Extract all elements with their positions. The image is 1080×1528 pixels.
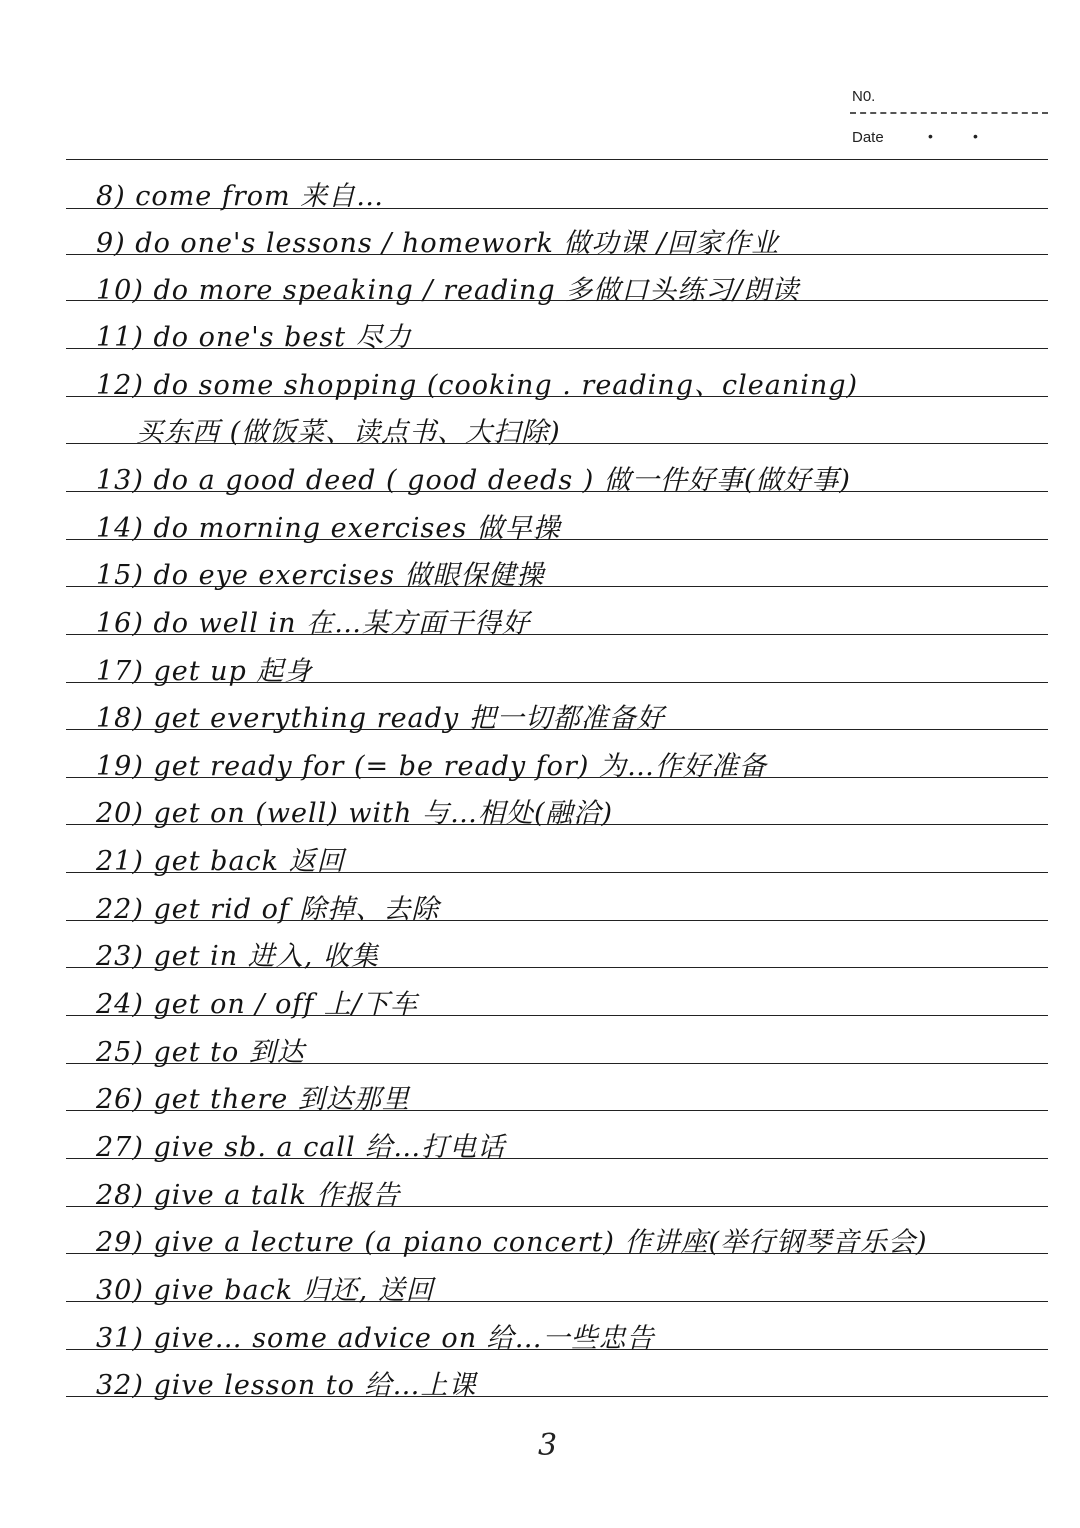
phrase-entry: 25) get to 到达 — [96, 1037, 305, 1068]
phrase-entry: 29) give a lecture (a piano concert) 作讲座(举行钢琴音乐会) — [96, 1227, 928, 1258]
phrase-entry: 28) give a talk 作报告 — [96, 1180, 401, 1211]
phrase-entry: 15) do eye exercises 做眼保健操 — [96, 560, 545, 591]
phrase-entry: 18) get everything ready 把一切都准备好 — [96, 703, 665, 734]
page-number: 3 — [538, 1428, 558, 1463]
phrase-entry: 9) do one's lessons / homework 做功课 /回家作业 — [96, 228, 780, 259]
phrase-entry: 10) do more speaking / reading 多做口头练习/朗读 — [96, 275, 800, 306]
phrase-entry: 31) give… some advice on 给…一些忠告 — [96, 1323, 655, 1354]
phrase-entry: 17) get up 起身 — [96, 656, 313, 687]
phrase-entry: 11) do one's best 尽力 — [96, 322, 412, 353]
ruled-line — [66, 159, 1048, 160]
phrase-entry: 26) get there 到达那里 — [96, 1084, 410, 1115]
phrase-entry: 13) do a good deed ( good deeds ) 做一件好事(做好事) — [96, 465, 851, 496]
phrase-entry-continuation: 买东西 (做饭菜、读点书、大扫除) — [136, 417, 561, 448]
no-field-line — [850, 112, 1048, 114]
phrase-entry: 12) do some shopping (cooking . reading、cleaning) — [96, 370, 859, 401]
phrase-entry: 30) give back 归还, 送回 — [96, 1275, 434, 1306]
no-label: N0. — [852, 88, 876, 105]
phrase-entry: 22) get rid of 除掉、去除 — [96, 894, 440, 925]
phrase-entry: 8) come from 来自… — [96, 181, 385, 212]
phrase-entry: 14) do morning exercises 做早操 — [96, 513, 561, 544]
phrase-entry: 20) get on (well) with 与…相处(融洽) — [96, 798, 614, 829]
date-dot: • — [973, 128, 978, 144]
phrase-entry: 16) do well in 在…某方面干得好 — [96, 608, 531, 639]
phrase-entry: 27) give sb. a call 给…打电话 — [96, 1132, 506, 1163]
phrase-entry: 23) get in 进入, 收集 — [96, 941, 379, 972]
phrase-entry: 24) get on / off 上/下车 — [96, 989, 418, 1020]
phrase-entry: 32) give lesson to 给…上课 — [96, 1370, 477, 1401]
date-dot: • — [928, 128, 933, 144]
date-label: Date — [852, 129, 884, 146]
phrase-entry: 19) get ready for (= be ready for) 为…作好准备 — [96, 751, 767, 782]
phrase-entry: 21) get back 返回 — [96, 846, 345, 877]
